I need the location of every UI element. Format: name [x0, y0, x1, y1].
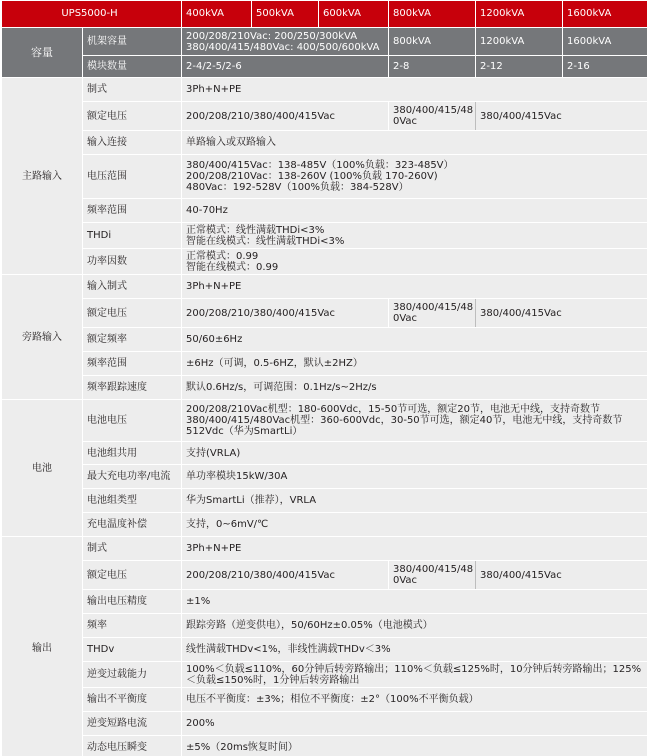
cell-value: ±1% [182, 590, 648, 614]
section-title: 旁路输入 [2, 275, 83, 400]
text-line: 480Vac：192-528V（100%负载：384-528V） [186, 182, 409, 193]
main-input-row [2, 199, 648, 223]
battery-row [2, 465, 648, 489]
header-row [2, 1, 648, 28]
cell-value: 线性满载THDv<1%，非线性满载THDv＜3% [182, 638, 648, 662]
row-label: 机架容量 [83, 28, 182, 56]
col-header: 1600kVA [563, 1, 648, 28]
capacity-rack-row [2, 28, 648, 56]
battery-row [2, 489, 648, 513]
cell-value: 跟踪旁路（逆变供电），50/60Hz±0.05%（电池模式） [182, 614, 648, 638]
cell-value: 3Ph+N+PE [182, 275, 648, 299]
row-label: 电池电压 [83, 400, 182, 442]
row-label: 功率因数 [83, 249, 182, 275]
section-title: 电池 [2, 400, 83, 537]
cell-value: 2-8 [389, 56, 476, 78]
cell-value: 1600kVA [563, 28, 648, 56]
cell-value: 380/400/415Vac [476, 102, 648, 131]
output-row [2, 614, 648, 638]
text-line: ＜负载≤150%时，1分钟后转旁路输出 [186, 674, 360, 686]
row-label: 频率跟踪速度 [83, 376, 182, 400]
cell-value: 380/400/415Vac [476, 561, 648, 590]
model-name: UPS5000-H [2, 1, 182, 28]
cell-value: 单功率模块15kW/30A [182, 465, 648, 489]
cell-value: 默认0.6Hz/s，可调范围：0.1Hz/s~2Hz/s [182, 376, 648, 400]
col-header: 500kVA [252, 1, 319, 28]
row-label: 输入制式 [83, 275, 182, 299]
output-row [2, 712, 648, 736]
row-label: THDv [83, 638, 182, 662]
bypass-input-row [2, 299, 648, 328]
spec-table [1, 0, 647, 756]
battery-row [2, 400, 648, 442]
cell-value: 3Ph+N+PE [182, 537, 648, 561]
row-label: 输出不平衡度 [83, 688, 182, 712]
row-label: 频率范围 [83, 352, 182, 376]
cell-value: 50/60±6Hz [182, 328, 648, 352]
col-header: 1200kVA [476, 1, 563, 28]
bypass-input-row [2, 376, 648, 400]
main-input-row [2, 155, 648, 199]
cell-value: 3Ph+N+PE [182, 78, 648, 102]
row-label: 充电温度补偿 [83, 513, 182, 537]
power-factor-value [182, 249, 648, 275]
cell-value: 2-16 [563, 56, 648, 78]
cell-value: 2-4/2-5/2-6 [182, 56, 389, 78]
cell-value: 200/208/210/380/400/415Vac [182, 561, 389, 590]
output-row [2, 537, 648, 561]
output-row [2, 688, 648, 712]
cell-value: 支持(VRLA) [182, 442, 648, 465]
battery-voltage-value [182, 400, 648, 442]
text-line: 200/208/210Vac机型：180-600Vdc，15-50节可选，额定20节，电池无中线，支持奇数节 [186, 404, 600, 415]
cell-value: 380/400/415/48 0Vac [389, 561, 476, 590]
row-label: 额定电压 [83, 299, 182, 328]
row-label: 逆变短路电流 [83, 712, 182, 736]
main-input-row [2, 102, 648, 131]
output-row [2, 662, 648, 688]
cell-value: ±5%（20ms恢复时间） [182, 736, 648, 756]
cell-value: 2-12 [476, 56, 563, 78]
section-title: 主路输入 [2, 78, 83, 275]
row-label: 制式 [83, 537, 182, 561]
text-line: 智能在线模式：0.99 [186, 261, 279, 273]
text-line: 正常模式：线性满载THDi<3% [186, 224, 325, 236]
thdi-value [182, 223, 648, 249]
rack-capacity-value [182, 28, 389, 56]
col-header: 400kVA [182, 1, 252, 28]
spec-sheet [1, 0, 647, 756]
row-label: 制式 [83, 78, 182, 102]
row-label: 电池组共用 [83, 442, 182, 465]
cell-value: 200/208/210/380/400/415Vac [182, 102, 389, 131]
battery-row [2, 442, 648, 465]
row-label: 动态电压瞬变 [83, 736, 182, 756]
col-header: 800kVA [389, 1, 476, 28]
output-row [2, 590, 648, 614]
row-label: 最大充电功率/电流 [83, 465, 182, 489]
capacity-module-row [2, 56, 648, 78]
cell-value: 支持，0~6mV/℃ [182, 513, 648, 537]
text-line: 200/208/210Vac: 200/250/300kVA [186, 30, 358, 42]
row-label: 逆变过载能力 [83, 662, 182, 688]
cell-value: 200% [182, 712, 648, 736]
row-label: 频率范围 [83, 199, 182, 223]
cell-value: 1200kVA [476, 28, 563, 56]
row-label: THDi [83, 223, 182, 249]
cell-value: ±6Hz（可调，0.5-6HZ，默认±2HZ） [182, 352, 648, 376]
row-label: 电池组类型 [83, 489, 182, 513]
output-row [2, 561, 648, 590]
cell-value: 华为SmartLi（推荐），VRLA [182, 489, 648, 513]
main-input-row [2, 223, 648, 249]
output-row [2, 638, 648, 662]
text-line: 512Vdc（华为SmartLi） [186, 426, 303, 437]
text-line: 380/400/415Vac：138-485V（100%负载：323-485V） [186, 160, 454, 171]
bypass-input-row [2, 352, 648, 376]
row-label: 电压范围 [83, 155, 182, 199]
text-line: 100%＜负载≤110%，60分钟后转旁路输出；110%＜负载≤125%时，10分钟后转旁路输出；125% [186, 663, 642, 675]
text-line: 200/208/210Vac：138-260V (100%负载 170-260V) [186, 171, 438, 182]
bypass-input-row [2, 328, 648, 352]
output-row [2, 736, 648, 756]
main-input-row [2, 249, 648, 275]
cell-value: 电压不平衡度：±3%；相位不平衡度：±2°（100%不平衡负载） [182, 688, 648, 712]
row-label: 输入连接 [83, 131, 182, 155]
row-label: 额定频率 [83, 328, 182, 352]
text-line: 智能在线模式：线性满载THDi<3% [186, 235, 345, 247]
bypass-input-row [2, 275, 648, 299]
section-title: 容量 [2, 28, 83, 78]
row-label: 频率 [83, 614, 182, 638]
cell-value: 380/400/415/48 0Vac [389, 299, 476, 328]
main-input-row [2, 131, 648, 155]
row-label: 输出电压精度 [83, 590, 182, 614]
cell-value: 380/400/415Vac [476, 299, 648, 328]
row-label: 模块数量 [83, 56, 182, 78]
text-line: 380/400/415/480Vac机型：360-600Vdc，30-50节可选，额定40节，电池无中线，支持奇数节 [186, 415, 623, 426]
cell-value: 40-70Hz [182, 199, 648, 223]
overload-value [182, 662, 648, 688]
row-label: 额定电压 [83, 102, 182, 131]
cell-value: 800kVA [389, 28, 476, 56]
row-label: 额定电压 [83, 561, 182, 590]
cell-value: 单路输入或双路输入 [182, 131, 648, 155]
text-line: 380/400/415/480Vac: 400/500/600kVA [186, 41, 380, 53]
section-title: 输出 [2, 537, 83, 756]
cell-value: 200/208/210/380/400/415Vac [182, 299, 389, 328]
cell-value: 380/400/415/48 0Vac [389, 102, 476, 131]
voltage-range-value [182, 155, 648, 199]
text-line: 正常模式：0.99 [186, 250, 259, 262]
col-header: 600kVA [319, 1, 389, 28]
battery-row [2, 513, 648, 537]
main-input-row [2, 78, 648, 102]
